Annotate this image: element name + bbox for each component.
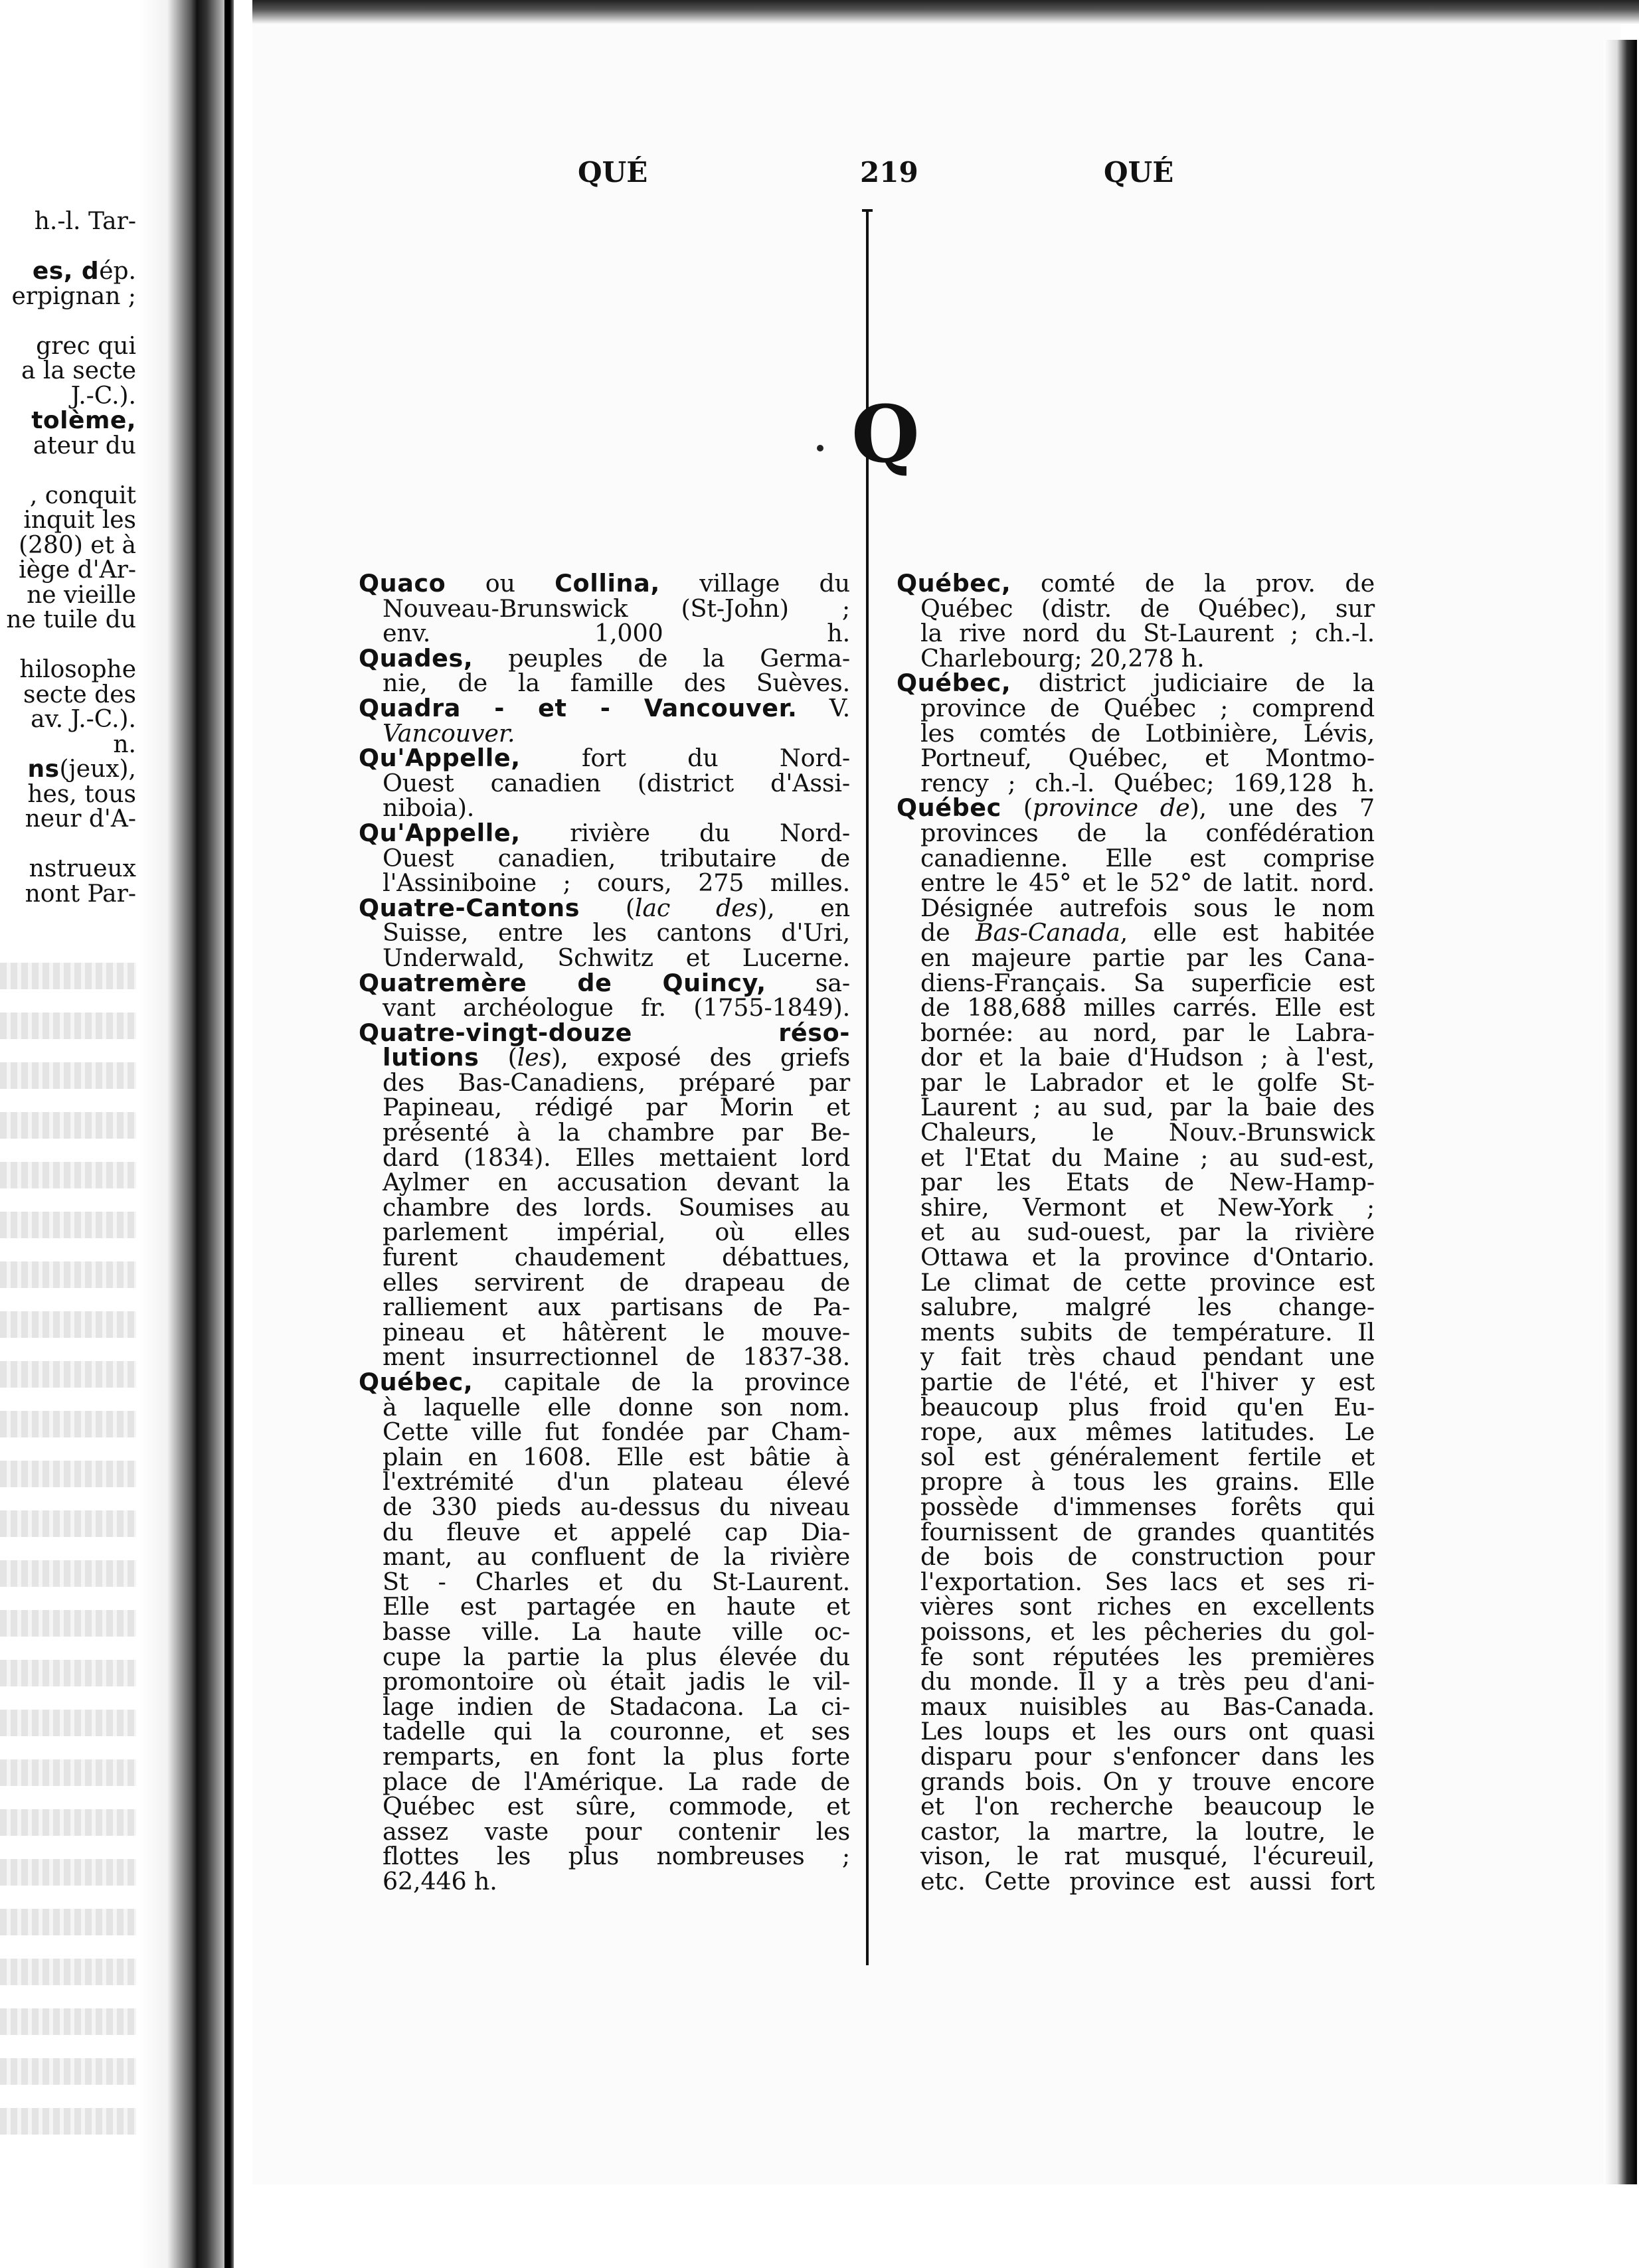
headword: Québec,: [359, 1368, 474, 1396]
entry-line: [359, 671, 850, 696]
entry-text: propre à tous les grains. Elle: [920, 1467, 1375, 1497]
entry-line: [359, 1794, 850, 1819]
entry-line: [359, 1844, 850, 1869]
entry-line: [359, 1594, 850, 1619]
entry-text: dor et la baie d'Hudson ; à l'est,: [920, 1043, 1375, 1072]
previous-page-line: neur d'A-: [25, 805, 136, 833]
entry-text: sa-: [766, 968, 850, 997]
previous-page-line: [0, 633, 136, 658]
entry-first-line: [897, 571, 1375, 596]
entry-text: ments subits de température. Il: [920, 1317, 1375, 1346]
entry-line: [897, 945, 1375, 971]
entry-text: Aylmer en accusation devant la: [383, 1168, 850, 1197]
entry-line: [897, 1866, 1375, 1896]
entry-text: Chaleurs, le Nouv.-Brunswick: [920, 1118, 1375, 1147]
previous-page-text: [0, 209, 136, 906]
italic-text: lac des: [634, 893, 758, 922]
italic-text: province de: [1032, 793, 1190, 823]
book-spine-edge: [224, 0, 234, 2268]
previous-page-line: ne tuile du: [6, 606, 136, 633]
running-header: [0, 156, 1639, 202]
previous-page-line: hilosophe: [19, 656, 136, 683]
entry-text: place de l'Amérique. La rade de: [383, 1767, 850, 1796]
entry-line: [359, 1120, 850, 1145]
entry-line: [359, 870, 850, 896]
entry-text: l'Assiniboine ; cours, 275 milles.: [383, 868, 850, 898]
headword: Québec,: [897, 669, 1011, 698]
previous-page-line: n.: [113, 730, 136, 758]
entry-text: ), une des 7: [1189, 793, 1375, 823]
entry-text: par les Etats de New-Hamp-: [920, 1168, 1375, 1197]
entry-line: [897, 1095, 1375, 1120]
entry-text: de: [920, 918, 976, 947]
entry-line: [897, 1844, 1375, 1869]
entry-text: Laurent ; au sud, par la baie des: [920, 1093, 1375, 1122]
entry-line: [897, 746, 1375, 771]
page-top-edge: [252, 0, 1639, 24]
previous-page-line: , conquit: [29, 481, 136, 509]
entry-line: [897, 718, 1375, 748]
entry-text: nie, de la famille des Suèves.: [383, 669, 850, 698]
entry-text: etc. Cette province est aussi fort: [920, 1866, 1375, 1896]
entry-line: [359, 1392, 850, 1421]
previous-page-line: [0, 832, 136, 857]
entry-line: [359, 1866, 850, 1896]
entry-line: [897, 893, 1375, 922]
entry-line: [359, 1567, 850, 1596]
previous-page-line: h.-l. Tar-: [34, 208, 136, 235]
entry-text: province de Québec ; comprend: [920, 693, 1375, 722]
previous-page-line: secte des: [23, 681, 136, 708]
entry-line: [359, 1819, 850, 1844]
previous-page-line: erpignan ;: [11, 282, 136, 310]
entry-line: [897, 693, 1375, 722]
entry-text: plain en 1608. Elle est bâtie à: [383, 1442, 850, 1471]
previous-page-line: J.-C.).: [70, 382, 136, 410]
entry-first-line: [359, 746, 850, 771]
headword: Quatre-Cantons: [359, 893, 580, 922]
entry-line: [359, 768, 850, 797]
entry-text: Suisse, entre les cantons d'Uri,: [383, 918, 850, 947]
entry-line: [897, 643, 1375, 673]
previous-page-line: av. J.-C.).: [31, 706, 136, 733]
entry-text: Québec est sûre, commode, et: [383, 1792, 850, 1821]
entry-first-line: [359, 818, 850, 847]
entry-text: comté de la prov. de: [1011, 569, 1375, 598]
previous-page-line: [0, 309, 136, 334]
entry-text: flottes les plus nombreuses ;: [383, 1842, 850, 1871]
entry-line: [897, 596, 1375, 621]
headword: Québec,: [897, 569, 1011, 598]
entry-line: [897, 1669, 1375, 1694]
entry-text: présenté à la chambre par Be-: [383, 1118, 850, 1147]
entry-text: y fait très chaud pendant une: [920, 1342, 1375, 1372]
entry-line: [897, 1120, 1375, 1145]
entry-line: [359, 1469, 850, 1495]
header-guide-word-left: QUÉ: [578, 156, 648, 189]
entry-text: district judiciaire de la: [1011, 669, 1375, 698]
entry-line: [359, 945, 850, 971]
entry-line: [897, 1192, 1375, 1222]
entry-text: shire, Vermont et New-York ;: [920, 1192, 1375, 1222]
previous-page-line: [0, 234, 136, 260]
previous-page-line: hes, tous: [27, 780, 136, 808]
entry-text: de bois de construction pour: [920, 1542, 1375, 1572]
previous-page-line: es, dép.: [32, 258, 136, 285]
entry-text: les comtés de Lotbinière, Lévis,: [920, 718, 1375, 748]
entry-line: [359, 1295, 850, 1320]
entry-line: [897, 1492, 1375, 1521]
entry-text: provinces de la confédération: [920, 818, 1375, 847]
entry-text: poissons, et les pêcheries du gol-: [920, 1617, 1375, 1646]
entry-line: [897, 1469, 1375, 1495]
entry-line: [897, 1145, 1375, 1171]
entry-line: [359, 1694, 850, 1720]
previous-page-line: ateur du: [33, 432, 136, 459]
headword: Quadra - et - Vancouver.: [359, 693, 798, 722]
entry-text: rope, aux mêmes latitudes. Le: [920, 1418, 1375, 1447]
entry-line: [359, 1517, 850, 1546]
entry-text: lage indien de Stadacona. La ci-: [383, 1692, 850, 1721]
header-guide-word-right: QUÉ: [1104, 156, 1174, 189]
entry-text: canadienne. Elle est comprise: [920, 843, 1375, 872]
entry-text: fort du Nord-: [520, 744, 850, 773]
entry-line: [359, 1192, 850, 1222]
entry-first-line: [359, 1370, 850, 1395]
headword: Collina,: [555, 569, 660, 598]
entry-text: et l'Etat du Maine ; au sud-est,: [920, 1143, 1375, 1172]
entry-line: [359, 1095, 850, 1120]
previous-page-line: ne vieille: [27, 581, 136, 609]
entry-text: rivière du Nord-: [520, 818, 850, 847]
entry-text: beaucoup plus froid qu'en Eu-: [920, 1392, 1375, 1421]
previous-page-line: (280) et à: [19, 531, 136, 559]
entry-text: Nouveau-Brunswick (St-John) ;: [383, 594, 850, 623]
book-spine-shadow: [139, 0, 232, 2268]
entry-line: [359, 1145, 850, 1171]
entry-text: (: [580, 893, 635, 922]
entry-text: village du: [659, 569, 850, 598]
previous-page-line: inquit les: [23, 507, 136, 534]
entry-line: [359, 920, 850, 945]
entry-line: [359, 1619, 850, 1645]
entry-line: [897, 768, 1375, 797]
entry-line: [897, 818, 1375, 847]
entry-line: [359, 596, 850, 621]
entry-line: [897, 1642, 1375, 1671]
entry-line: [897, 1719, 1375, 1744]
entry-line: [897, 870, 1375, 896]
entry-line: [897, 1070, 1375, 1095]
entry-text: Ouest canadien, tributaire de: [383, 843, 850, 872]
entry-text: promontoire où était jadis le vil-: [383, 1667, 850, 1696]
entry-line: [897, 1245, 1375, 1270]
entry-text: castor, la martre, la loutre, le: [920, 1817, 1375, 1846]
entry-text: rency ; ch.-l. Québec; 169,128 h.: [920, 768, 1375, 797]
entry-text: bornée: au nord, par le Labra-: [920, 1018, 1375, 1047]
entry-line: [897, 1794, 1375, 1819]
entry-text: mant, au confluent de la rivière: [383, 1542, 850, 1572]
entry-text: et au sud-ouest, par la rivière: [920, 1218, 1375, 1247]
entry-line: [359, 1070, 850, 1095]
entry-text: chambre des lords. Soumises au: [383, 1192, 850, 1222]
entry-text: sol est généralement fertile et: [920, 1442, 1375, 1471]
entry-line: [897, 1442, 1375, 1471]
entry-line: [359, 1642, 850, 1671]
entry-line: [897, 1419, 1375, 1445]
previous-page-line: nstrueux: [29, 855, 136, 882]
entry-text: Les loups et les ours ont quasi: [920, 1717, 1375, 1746]
previous-page-bleed: [0, 963, 136, 2158]
entry-line: [897, 1594, 1375, 1619]
previous-page-line: nont Par-: [25, 880, 136, 908]
previous-page-line: [0, 458, 136, 483]
entry-line: [359, 1267, 850, 1297]
entry-text: peuples de la Germa-: [473, 643, 850, 673]
entry-line: [897, 1819, 1375, 1844]
page-bottom-margin: [252, 2184, 1639, 2268]
previous-page-line: ns(jeux),: [27, 756, 136, 783]
entry-text: ralliement aux partisans de Pa-: [383, 1293, 850, 1322]
entry-text: Ottawa et la province d'Ontario.: [920, 1243, 1375, 1272]
entry-text: des Bas-Canadiens, préparé par: [383, 1068, 850, 1097]
entry-line: [897, 1392, 1375, 1421]
entry-line: [359, 1442, 850, 1471]
page-right-edge: [1604, 40, 1637, 2184]
italic-text: les: [517, 1043, 552, 1072]
entry-text: Québec (distr. de Québec), sur: [920, 594, 1375, 623]
entry-text: vières sont riches en excellents: [920, 1592, 1375, 1621]
entry-line: [897, 1619, 1375, 1645]
headword: Quatremère de Quincy,: [359, 968, 766, 997]
entry-text: à laquelle elle donne son nom.: [383, 1392, 850, 1421]
headword: Quades,: [359, 643, 474, 673]
entry-line: [897, 1567, 1375, 1596]
entry-text: ment insurrectionnel de 1837-38.: [383, 1342, 850, 1372]
italic-text: Vancouver.: [383, 718, 515, 748]
entry-text: l'exportation. Ses lacs et ses ri-: [920, 1567, 1375, 1596]
entry-line: [897, 621, 1375, 646]
entry-first-line: [897, 671, 1375, 696]
entry-text: vant archéologue fr. (1755-1849).: [383, 993, 850, 1022]
entry-text: basse ville. La haute ville oc-: [383, 1617, 850, 1646]
entry-line: [897, 1267, 1375, 1297]
entry-line: [897, 920, 1375, 945]
entry-text: St - Charles et du St-Laurent.: [383, 1567, 850, 1596]
previous-page-line: a la secte: [21, 357, 136, 384]
entry-line: [359, 843, 850, 872]
entry-text: Désignée autrefois sous le nom: [920, 893, 1375, 922]
previous-page-line: iège d'Ar-: [19, 556, 136, 584]
entry-text: Le climat de cette province est: [920, 1267, 1375, 1297]
entry-line: [359, 1045, 850, 1070]
entry-text: disparu pour s'enfoncer dans les: [920, 1742, 1375, 1771]
entry-line: [897, 1517, 1375, 1546]
entry-text: fe sont réputées les premières: [920, 1642, 1375, 1671]
entry-text: cupe la partie la plus élevée du: [383, 1642, 850, 1671]
entry-text: l'extrémité d'un plateau élevé: [383, 1467, 850, 1497]
entry-text: fournissent de grandes quantités: [920, 1517, 1375, 1546]
entry-line: [359, 1669, 850, 1694]
entry-line: [897, 1694, 1375, 1720]
entry-text: Portneuf, Québec, et Montmo-: [920, 744, 1375, 773]
section-letter: Q: [851, 388, 920, 480]
entry-text: grands bois. On y trouve encore: [920, 1767, 1375, 1796]
entry-line: [897, 968, 1375, 997]
entry-text: pineau et hâtèrent le mouve-: [383, 1317, 850, 1346]
entry-first-line: [359, 693, 850, 722]
entry-line: [897, 1370, 1375, 1395]
entry-first-line: [359, 571, 850, 596]
entry-line: [359, 1744, 850, 1769]
entry-line: [359, 718, 850, 748]
entry-text: , elle est habitée: [1120, 918, 1375, 947]
entry-line: [359, 1544, 850, 1570]
entry-text: parlement impérial, où elles: [383, 1218, 850, 1247]
entry-line: [359, 621, 850, 646]
headword: Qu'Appelle,: [359, 818, 521, 847]
entry-text: 62,446 h.: [383, 1866, 497, 1896]
entry-first-line: [359, 643, 850, 673]
headword: Quaco: [359, 569, 446, 598]
entry-first-line: [359, 1020, 850, 1046]
right-column: [897, 571, 1375, 1894]
entry-text: furent chaudement débattues,: [383, 1243, 850, 1272]
entry-line: [897, 995, 1375, 1020]
left-column: [359, 571, 850, 1894]
entry-text: V.: [797, 693, 850, 722]
entry-line: [359, 795, 850, 821]
entry-line: [897, 1295, 1375, 1320]
entry-line: [897, 1344, 1375, 1370]
entry-line: [897, 1020, 1375, 1046]
entry-text: ou: [446, 569, 555, 598]
headword: Qu'Appelle,: [359, 744, 521, 773]
entry-line: [359, 1492, 850, 1521]
entry-text: ), en: [758, 893, 850, 922]
entry-first-line: [359, 893, 850, 922]
entry-text: elles servirent de drapeau de: [383, 1267, 850, 1297]
entry-text: du fleuve et appelé cap Dia-: [383, 1517, 850, 1546]
entry-line: [359, 1769, 850, 1795]
entry-text: diens-Français. Sa superficie est: [920, 968, 1375, 997]
entry-text: de 330 pieds au-dessus du niveau: [383, 1492, 850, 1521]
italic-text: Bas-Canada: [975, 918, 1120, 947]
entry-line: [359, 1220, 850, 1245]
entry-text: vison, le rat musqué, l'écureuil,: [920, 1842, 1375, 1871]
entry-text: de 188,688 milles carrés. Elle est: [920, 993, 1375, 1022]
entry-line: [897, 1769, 1375, 1795]
entry-text: Elle est partagée en haute et: [383, 1592, 850, 1621]
headword: Quatre-vingt-douze réso-: [359, 1018, 850, 1047]
entry-line: [897, 1045, 1375, 1070]
entry-line: [359, 1419, 850, 1445]
entry-text: et l'on recherche beaucoup le: [920, 1792, 1375, 1821]
entry-text: niboia).: [383, 793, 475, 823]
entry-text: assez vaste pour contenir les: [383, 1817, 850, 1846]
entry-text: Papineau, rédigé par Morin et: [383, 1093, 850, 1122]
entry-text: en majeure partie par les Cana-: [920, 943, 1375, 972]
entry-line: [359, 1719, 850, 1744]
headword: lutions: [383, 1043, 479, 1072]
entry-text: ), exposé des griefs: [551, 1043, 850, 1072]
page-number: 219: [860, 156, 918, 189]
entry-line: [359, 1245, 850, 1270]
entry-line: [897, 1544, 1375, 1570]
entry-text: salubre, malgré les change-: [920, 1293, 1375, 1322]
entry-text: du monde. Il y a très peu d'ani-: [920, 1667, 1375, 1696]
entry-line: [897, 843, 1375, 872]
entry-line: [897, 1220, 1375, 1245]
entry-text: entre le 45° et le 52° de latit. nord.: [920, 868, 1375, 898]
entry-text: maux nuisibles au Bas-Canada.: [920, 1692, 1375, 1721]
entry-line: [359, 1317, 850, 1346]
entry-first-line: [359, 968, 850, 997]
entry-text: Cette ville fut fondée par Cham-: [383, 1418, 850, 1447]
entry-text: remparts, en font la plus forte: [383, 1742, 850, 1771]
previous-page-line: tolème,: [31, 407, 136, 434]
entry-line: [897, 1170, 1375, 1195]
entry-line: [359, 1344, 850, 1370]
ornament-dot: [817, 445, 823, 451]
headword: Québec: [897, 793, 1001, 823]
entry-text: (: [479, 1043, 517, 1072]
entry-text: la rive nord du St-Laurent ; ch.-l.: [920, 619, 1375, 648]
entry-text: possède d'immenses forêts qui: [920, 1492, 1375, 1521]
entry-text: env. 1,000 h.: [383, 619, 850, 648]
entry-text: par le Labrador et le golfe St-: [920, 1068, 1375, 1097]
entry-text: dard (1834). Elles mettaient lord: [383, 1143, 850, 1172]
entry-text: (: [1001, 793, 1033, 823]
entry-text: tadelle qui la couronne, et ses: [383, 1717, 850, 1746]
entry-text: partie de l'été, et l'hiver y est: [920, 1368, 1375, 1396]
entry-first-line: [897, 795, 1375, 821]
entry-text: capitale de la province: [473, 1368, 850, 1396]
entry-line: [897, 1744, 1375, 1769]
entry-text: Underwald, Schwitz et Lucerne.: [383, 943, 850, 972]
entry-line: [359, 1170, 850, 1195]
entry-text: Ouest canadien (district d'Assi-: [383, 768, 850, 797]
entry-text: Charlebourg; 20,278 h.: [920, 643, 1205, 673]
previous-page-line: grec qui: [36, 332, 136, 360]
entry-line: [359, 995, 850, 1020]
entry-line: [897, 1317, 1375, 1346]
